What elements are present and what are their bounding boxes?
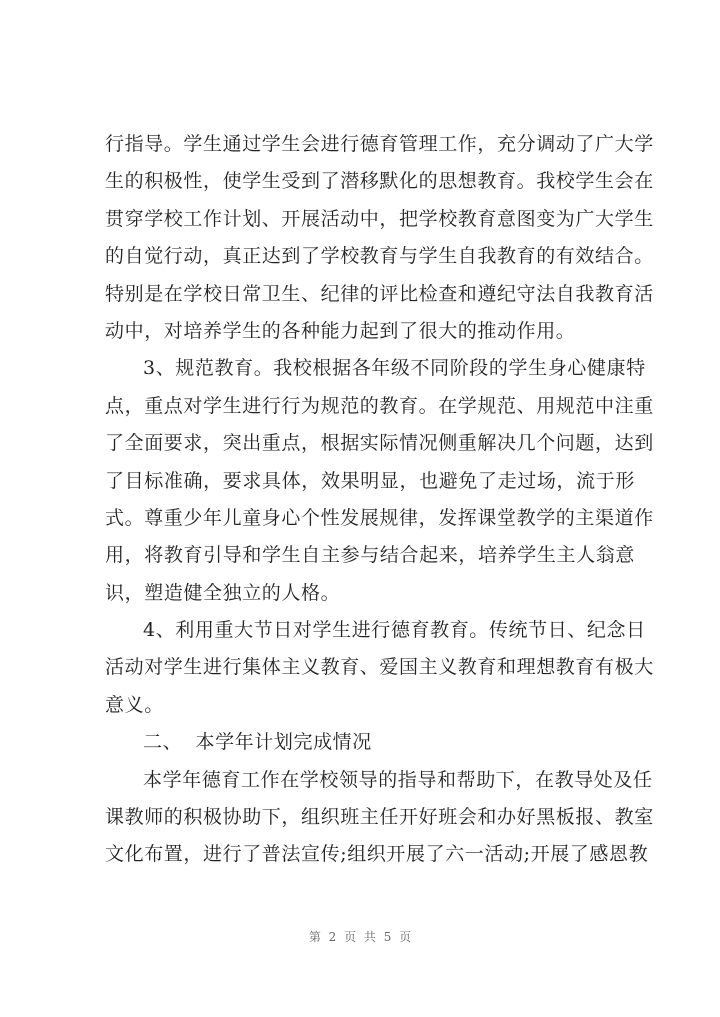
text-line: 意义。 bbox=[105, 693, 164, 716]
body-text bbox=[105, 126, 654, 874]
text-line: 特别是在学校日常卫生、纪律的评比检查和遵纪守法自我教育活 bbox=[105, 282, 654, 305]
text-line: 贯穿学校工作计划、开展活动中，把学校教育意图变为广大学生 bbox=[105, 207, 654, 230]
text-line: 用，将教育引导和学生自主参与结合起来，培养学生主人翁意 bbox=[105, 544, 635, 567]
text-line: 活动对学生进行集体主义教育、爱国主义教育和理想教育有极大 bbox=[105, 656, 654, 679]
paragraph-start-line: 4、利用重大节日对学生进行德育教育。传统节日、纪念日 bbox=[143, 619, 646, 642]
text-line: 文化布置，进行了普法宣传;组织开展了六一活动;开展了感恩教 bbox=[105, 843, 649, 866]
text-line: 课教师的积极协助下，组织班主任开好班会和办好黑板报、教室 bbox=[105, 806, 654, 829]
text-line: 的自觉行动，真正达到了学校教育与学生自我教育的有效结合。 bbox=[105, 245, 654, 268]
text-line: 生的积极性，使学生受到了潜移默化的思想教育。我校学生会在 bbox=[105, 170, 654, 193]
paragraph-start-line: 3、规范教育。我校根据各年级不同阶段的学生身心健康特 bbox=[143, 357, 646, 380]
text-line: 了全面要求，突出重点，根据实际情况侧重解决几个问题，达到 bbox=[105, 432, 654, 455]
paragraph-start-line: 本学年德育工作在学校领导的指导和帮助下，在教导处及任 bbox=[143, 768, 653, 791]
text-line: 动中，对培养学生的各种能力起到了很大的推动作用。 bbox=[105, 319, 576, 342]
text-line: 点，重点对学生进行行为规范的教育。在学规范、用规范中注重 bbox=[105, 394, 654, 417]
text-line: 式。尊重少年儿童身心个性发展规律，发挥课堂教学的主渠道作 bbox=[105, 506, 654, 529]
page-number-footer: 第 2 页 共 5 页 bbox=[308, 930, 412, 944]
text-line: 行指导。学生通过学生会进行德育管理工作，充分调动了广大学 bbox=[105, 133, 654, 155]
text-line: 了目标准确，要求具体，效果明显，也避免了走过场，流于形 bbox=[105, 469, 635, 492]
section-heading: 二、 本学年计划完成情况 bbox=[143, 731, 372, 754]
text-line: 识，塑造健全独立的人格。 bbox=[105, 581, 341, 604]
